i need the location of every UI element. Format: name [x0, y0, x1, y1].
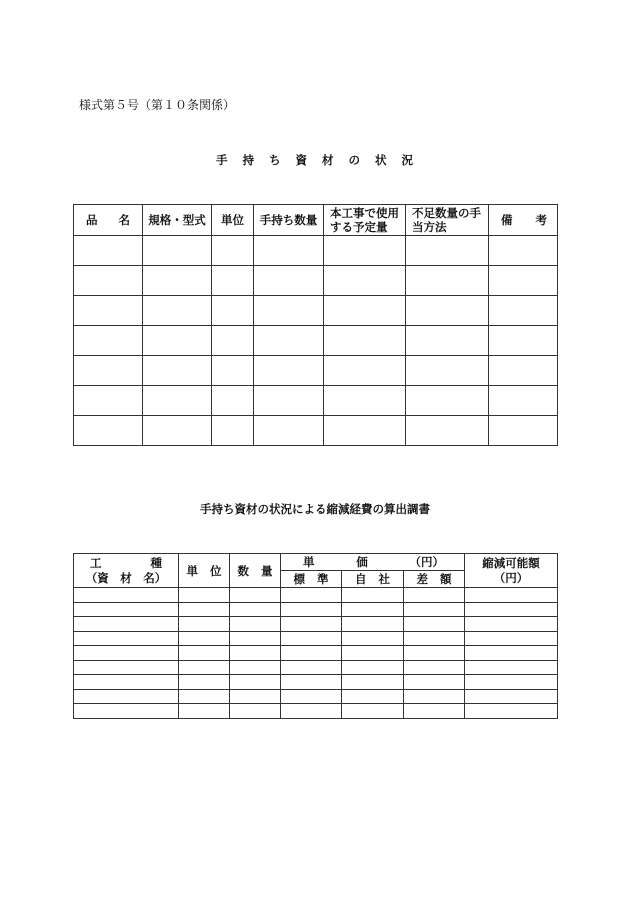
table-cell[interactable] — [212, 236, 254, 266]
holdings-row — [74, 326, 558, 356]
holdings-row — [74, 356, 558, 386]
reduction-calc-table — [73, 553, 558, 719]
calc-row — [74, 617, 558, 632]
table-cell[interactable] — [465, 704, 558, 719]
table-cell[interactable] — [179, 588, 230, 603]
table-cell[interactable] — [143, 416, 212, 446]
table-cell[interactable] — [324, 416, 406, 446]
table-cell[interactable] — [74, 689, 179, 704]
table-cell[interactable] — [254, 236, 324, 266]
table-cell[interactable] — [179, 675, 230, 690]
table-cell[interactable] — [465, 660, 558, 675]
table-cell[interactable] — [212, 326, 254, 356]
reduction-calc-title: 手持ち資材の状況による縮減経費の算出調書 — [200, 502, 430, 516]
table-cell[interactable] — [179, 617, 230, 632]
table-cell[interactable] — [230, 588, 281, 603]
calc-row — [74, 631, 558, 646]
table-cell[interactable] — [404, 631, 465, 646]
table-cell[interactable] — [406, 416, 489, 446]
table-cell[interactable] — [74, 266, 143, 296]
table-cell[interactable] — [143, 326, 212, 356]
table-cell[interactable] — [404, 675, 465, 690]
table-cell[interactable] — [281, 617, 342, 632]
table-cell[interactable] — [179, 646, 230, 661]
table-cell[interactable] — [230, 646, 281, 661]
table-cell[interactable] — [489, 326, 558, 356]
table-cell[interactable] — [404, 588, 465, 603]
table-cell[interactable] — [342, 617, 404, 632]
table-cell[interactable] — [74, 704, 179, 719]
table-cell[interactable] — [143, 296, 212, 326]
table-cell[interactable] — [143, 266, 212, 296]
table-cell[interactable] — [179, 689, 230, 704]
table-cell[interactable] — [465, 689, 558, 704]
header-planned-quantity: 本工事で使用 する予定量 — [324, 205, 406, 236]
table-cell[interactable] — [489, 296, 558, 326]
calc-row — [74, 588, 558, 603]
table-cell[interactable] — [404, 646, 465, 661]
form-number-label: 様式第５号（第１０条関係） — [79, 98, 236, 112]
table-cell[interactable] — [342, 646, 404, 661]
table-cell[interactable] — [489, 416, 558, 446]
header-work-type: 工 種 （資 材 名） — [74, 554, 179, 588]
table-cell[interactable] — [254, 296, 324, 326]
table-cell[interactable] — [143, 356, 212, 386]
table-cell[interactable] — [230, 675, 281, 690]
table-cell[interactable] — [254, 416, 324, 446]
table-cell[interactable] — [74, 386, 143, 416]
holdings-row — [74, 386, 558, 416]
table-cell[interactable] — [74, 588, 179, 603]
table-cell[interactable] — [324, 266, 406, 296]
table-cell[interactable] — [230, 660, 281, 675]
table-cell[interactable] — [406, 326, 489, 356]
table-cell[interactable] — [406, 386, 489, 416]
table-cell[interactable] — [281, 660, 342, 675]
table-cell[interactable] — [254, 326, 324, 356]
table-cell[interactable] — [74, 675, 179, 690]
header-remarks: 備 考 — [489, 205, 558, 236]
table-cell[interactable] — [465, 588, 558, 603]
table-cell[interactable] — [342, 588, 404, 603]
table-cell[interactable] — [74, 602, 179, 617]
table-cell[interactable] — [281, 689, 342, 704]
table-cell[interactable] — [212, 356, 254, 386]
table-cell[interactable] — [281, 602, 342, 617]
header-quantity-on-hand: 手持ち数量 — [254, 205, 324, 236]
table-cell[interactable] — [74, 326, 143, 356]
table-cell[interactable] — [74, 660, 179, 675]
table-cell[interactable] — [281, 631, 342, 646]
table-cell[interactable] — [74, 236, 143, 266]
table-cell[interactable] — [404, 602, 465, 617]
table-cell[interactable] — [465, 617, 558, 632]
table-cell[interactable] — [74, 646, 179, 661]
table-cell[interactable] — [342, 660, 404, 675]
table-cell[interactable] — [404, 704, 465, 719]
table-cell[interactable] — [406, 236, 489, 266]
calc-row — [74, 675, 558, 690]
table-cell[interactable] — [230, 617, 281, 632]
header-shortage-method: 不足数量の手 当方法 — [406, 205, 489, 236]
table-cell[interactable] — [74, 416, 143, 446]
table-cell[interactable] — [281, 646, 342, 661]
header-item-name: 品 名 — [74, 205, 143, 236]
table-cell[interactable] — [489, 356, 558, 386]
holdings-table — [73, 204, 558, 446]
holdings-header-row — [74, 205, 558, 236]
table-cell[interactable] — [143, 236, 212, 266]
table-cell[interactable] — [324, 296, 406, 326]
calc-header-row-1 — [74, 554, 558, 571]
table-cell[interactable] — [465, 675, 558, 690]
table-cell[interactable] — [212, 386, 254, 416]
table-cell[interactable] — [230, 631, 281, 646]
table-cell[interactable] — [254, 386, 324, 416]
holdings-title: 手持ち資材の状況 — [216, 153, 428, 167]
table-cell[interactable] — [465, 646, 558, 661]
table-cell[interactable] — [212, 416, 254, 446]
table-cell[interactable] — [254, 266, 324, 296]
table-cell[interactable] — [179, 602, 230, 617]
table-cell[interactable] — [324, 236, 406, 266]
table-cell[interactable] — [406, 296, 489, 326]
table-cell[interactable] — [212, 296, 254, 326]
holdings-row — [74, 266, 558, 296]
table-cell[interactable] — [230, 689, 281, 704]
table-cell[interactable] — [230, 704, 281, 719]
calc-row — [74, 660, 558, 675]
table-cell[interactable] — [342, 704, 404, 719]
table-cell[interactable] — [324, 326, 406, 356]
calc-row — [74, 704, 558, 719]
table-cell[interactable] — [404, 617, 465, 632]
calc-row — [74, 646, 558, 661]
table-cell[interactable] — [179, 704, 230, 719]
table-cell[interactable] — [74, 617, 179, 632]
header-unit: 単 位 — [179, 554, 230, 588]
table-cell[interactable] — [74, 631, 179, 646]
table-cell[interactable] — [179, 631, 230, 646]
header-spec: 規格・型式 — [143, 205, 212, 236]
table-cell[interactable] — [342, 631, 404, 646]
holdings-row — [74, 296, 558, 326]
header-unit: 単位 — [212, 205, 254, 236]
table-cell[interactable] — [281, 704, 342, 719]
table-cell[interactable] — [489, 266, 558, 296]
table-cell[interactable] — [404, 689, 465, 704]
table-cell[interactable] — [465, 631, 558, 646]
table-cell[interactable] — [179, 660, 230, 675]
holdings-row — [74, 236, 558, 266]
table-cell[interactable] — [74, 356, 143, 386]
table-cell[interactable] — [404, 660, 465, 675]
table-cell[interactable] — [74, 296, 143, 326]
table-cell[interactable] — [143, 386, 212, 416]
table-cell[interactable] — [281, 588, 342, 603]
table-cell[interactable] — [281, 675, 342, 690]
table-cell[interactable] — [254, 356, 324, 386]
table-cell[interactable] — [489, 386, 558, 416]
table-cell[interactable] — [324, 386, 406, 416]
header-difference: 差 額 — [404, 571, 465, 588]
holdings-row — [74, 416, 558, 446]
table-cell[interactable] — [406, 266, 489, 296]
table-cell[interactable] — [342, 675, 404, 690]
table-cell[interactable] — [324, 356, 406, 386]
calc-row — [74, 602, 558, 617]
table-cell[interactable] — [489, 236, 558, 266]
header-quantity: 数 量 — [230, 554, 281, 588]
table-cell[interactable] — [406, 356, 489, 386]
table-cell[interactable] — [465, 602, 558, 617]
table-cell[interactable] — [342, 689, 404, 704]
header-reducible-amount: 縮減可能額 （円） — [465, 554, 558, 588]
table-cell[interactable] — [342, 602, 404, 617]
table-cell[interactable] — [212, 266, 254, 296]
table-cell[interactable] — [230, 602, 281, 617]
header-unit-price: 単 価 （円） — [281, 554, 465, 571]
header-standard: 標 準 — [281, 571, 342, 588]
header-own-company: 自 社 — [342, 571, 404, 588]
calc-row — [74, 689, 558, 704]
